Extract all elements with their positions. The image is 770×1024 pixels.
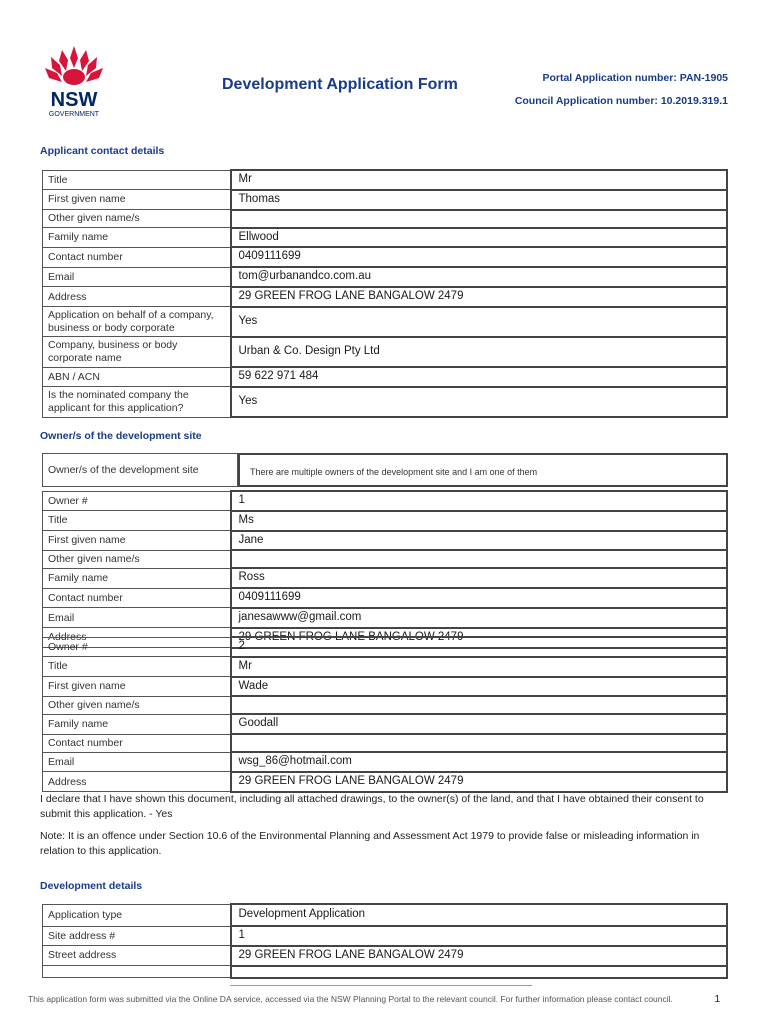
field-label: Title	[43, 657, 231, 677]
field-label: Email	[43, 267, 231, 287]
table-row	[43, 904, 728, 926]
field-value: tom@urbanandco.com.au	[231, 267, 728, 287]
field-value: 29 GREEN FROG LANE BANGALOW 2479	[231, 946, 728, 966]
table-row	[43, 568, 728, 588]
field-label: Email	[43, 752, 231, 772]
table-row	[43, 926, 728, 946]
footer-divider	[230, 985, 532, 986]
field-value	[231, 696, 728, 714]
table-row	[43, 531, 728, 551]
field-value: Wade	[231, 677, 728, 697]
field-value: Mr	[231, 170, 728, 190]
field-label: Address	[43, 628, 231, 648]
field-label: Company, business or body corporate name	[43, 337, 231, 367]
field-value	[231, 966, 728, 978]
table-row	[43, 772, 728, 792]
table-row	[43, 714, 728, 734]
field-value: Mr	[231, 657, 728, 677]
field-value: 2	[231, 637, 728, 657]
field-value: Goodall	[231, 714, 728, 734]
development-section-title: Development details	[40, 880, 143, 892]
field-value: Ross	[231, 568, 728, 588]
field-label: Title	[43, 170, 231, 190]
table-row	[43, 247, 728, 267]
field-label: Owner #	[43, 637, 231, 657]
field-label: First given name	[43, 190, 231, 210]
field-value: 0409111699	[231, 588, 728, 608]
nsw-government-logo	[40, 44, 108, 118]
field-label: Contact number	[43, 247, 231, 267]
field-value: Ms	[231, 511, 728, 531]
portal-application-number: Portal Application number: PAN-1905	[542, 72, 728, 84]
development-table	[42, 903, 728, 979]
table-row	[43, 228, 728, 248]
table-row	[43, 677, 728, 697]
table-row	[43, 267, 728, 287]
table-row	[43, 657, 728, 677]
table-row	[43, 387, 728, 417]
field-label: Other given name/s	[43, 550, 231, 568]
table-row	[43, 696, 728, 714]
table-row	[43, 287, 728, 307]
field-value: 1	[231, 926, 728, 946]
field-label: Street address	[43, 946, 231, 966]
field-label: Owner/s of the development site	[42, 453, 238, 487]
table-row	[43, 491, 728, 511]
field-label: Other given name/s	[43, 696, 231, 714]
field-value: 0409111699	[231, 247, 728, 267]
field-value: 29 GREEN FROG LANE BANGALOW 2479	[231, 628, 728, 648]
table-row	[43, 550, 728, 568]
field-value	[231, 550, 728, 568]
field-value: Thomas	[231, 190, 728, 210]
field-value: 29 GREEN FROG LANE BANGALOW 2479	[231, 772, 728, 792]
table-row	[43, 946, 728, 966]
field-value: 1	[231, 491, 728, 511]
waratah-flower-icon	[45, 46, 103, 85]
logo-text: NSW	[50, 89, 98, 111]
table-row	[43, 752, 728, 772]
field-label: Owner #	[43, 491, 231, 511]
field-label: Family name	[43, 714, 231, 734]
field-label: Family name	[43, 568, 231, 588]
field-value: Development Application	[231, 904, 728, 926]
field-label: Application type	[43, 904, 231, 926]
field-label: First given name	[43, 531, 231, 551]
owner-consent-declaration: I declare that I have shown this document, including all attached drawings, to the owner(s) of the land, and that I have obtained their consent to submit this application. - Yes	[40, 793, 704, 821]
table-row	[43, 190, 728, 210]
owners-summary	[42, 453, 728, 487]
owners-section-title: Owner/s of the development site	[40, 430, 202, 442]
table-row	[43, 307, 728, 337]
page-number: 1	[714, 994, 720, 1005]
field-label: Contact number	[43, 734, 231, 752]
field-label: Title	[43, 511, 231, 531]
table-row	[43, 367, 728, 387]
field-value: wsg_86@hotmail.com	[231, 752, 728, 772]
field-label: First given name	[43, 677, 231, 697]
field-value	[231, 210, 728, 228]
field-label: Address	[43, 772, 231, 792]
field-value: Jane	[231, 531, 728, 551]
field-label: Family name	[43, 228, 231, 248]
table-row	[43, 608, 728, 628]
field-value: 29 GREEN FROG LANE BANGALOW 2479	[231, 287, 728, 307]
council-application-number: Council Application number: 10.2019.319.1	[514, 95, 728, 107]
field-label: Contact number	[43, 588, 231, 608]
field-label	[43, 966, 231, 978]
field-label: Site address #	[43, 926, 231, 946]
field-value: There are multiple owners of the development site and I am one of them	[238, 453, 728, 487]
page-title: Development Application Form	[222, 76, 458, 93]
logo-subtext: GOVERNMENT	[48, 111, 100, 118]
table-row	[43, 637, 728, 657]
field-label: Other given name/s	[43, 210, 231, 228]
owner-1-table	[42, 490, 728, 649]
table-row	[43, 337, 728, 367]
field-label: Is the nominated company the applicant for this application?	[43, 387, 231, 417]
footer-note: This application form was submitted via the Online DA service, accessed via the NSW Planning Portal to the relevant council. For further information please contact council.	[28, 994, 673, 1004]
table-row	[43, 966, 728, 978]
field-label: Address	[43, 287, 231, 307]
field-label: Email	[43, 608, 231, 628]
field-label: Application on behalf of a company, business or body corporate	[43, 307, 231, 337]
field-value: janesawww@gmail.com	[231, 608, 728, 628]
applicant-table	[42, 169, 728, 418]
table-row	[43, 588, 728, 608]
field-value: 59 622 971 484	[231, 367, 728, 387]
field-label: ABN / ACN	[43, 367, 231, 387]
field-value: Yes	[231, 387, 728, 417]
table-row	[43, 170, 728, 190]
field-value	[231, 734, 728, 752]
table-row	[43, 511, 728, 531]
table-row	[43, 210, 728, 228]
offence-note: Note: It is an offence under Section 10.6 of the Environmental Planning and Assessment Act 1979 to provide false or misleading information in relation to this application.	[40, 830, 700, 858]
field-value: Urban & Co. Design Pty Ltd	[231, 337, 728, 367]
owner-2-table	[42, 636, 728, 793]
applicant-section-title: Applicant contact details	[40, 145, 165, 157]
table-row	[43, 734, 728, 752]
field-value: Yes	[231, 307, 728, 337]
field-value: Ellwood	[231, 228, 728, 248]
